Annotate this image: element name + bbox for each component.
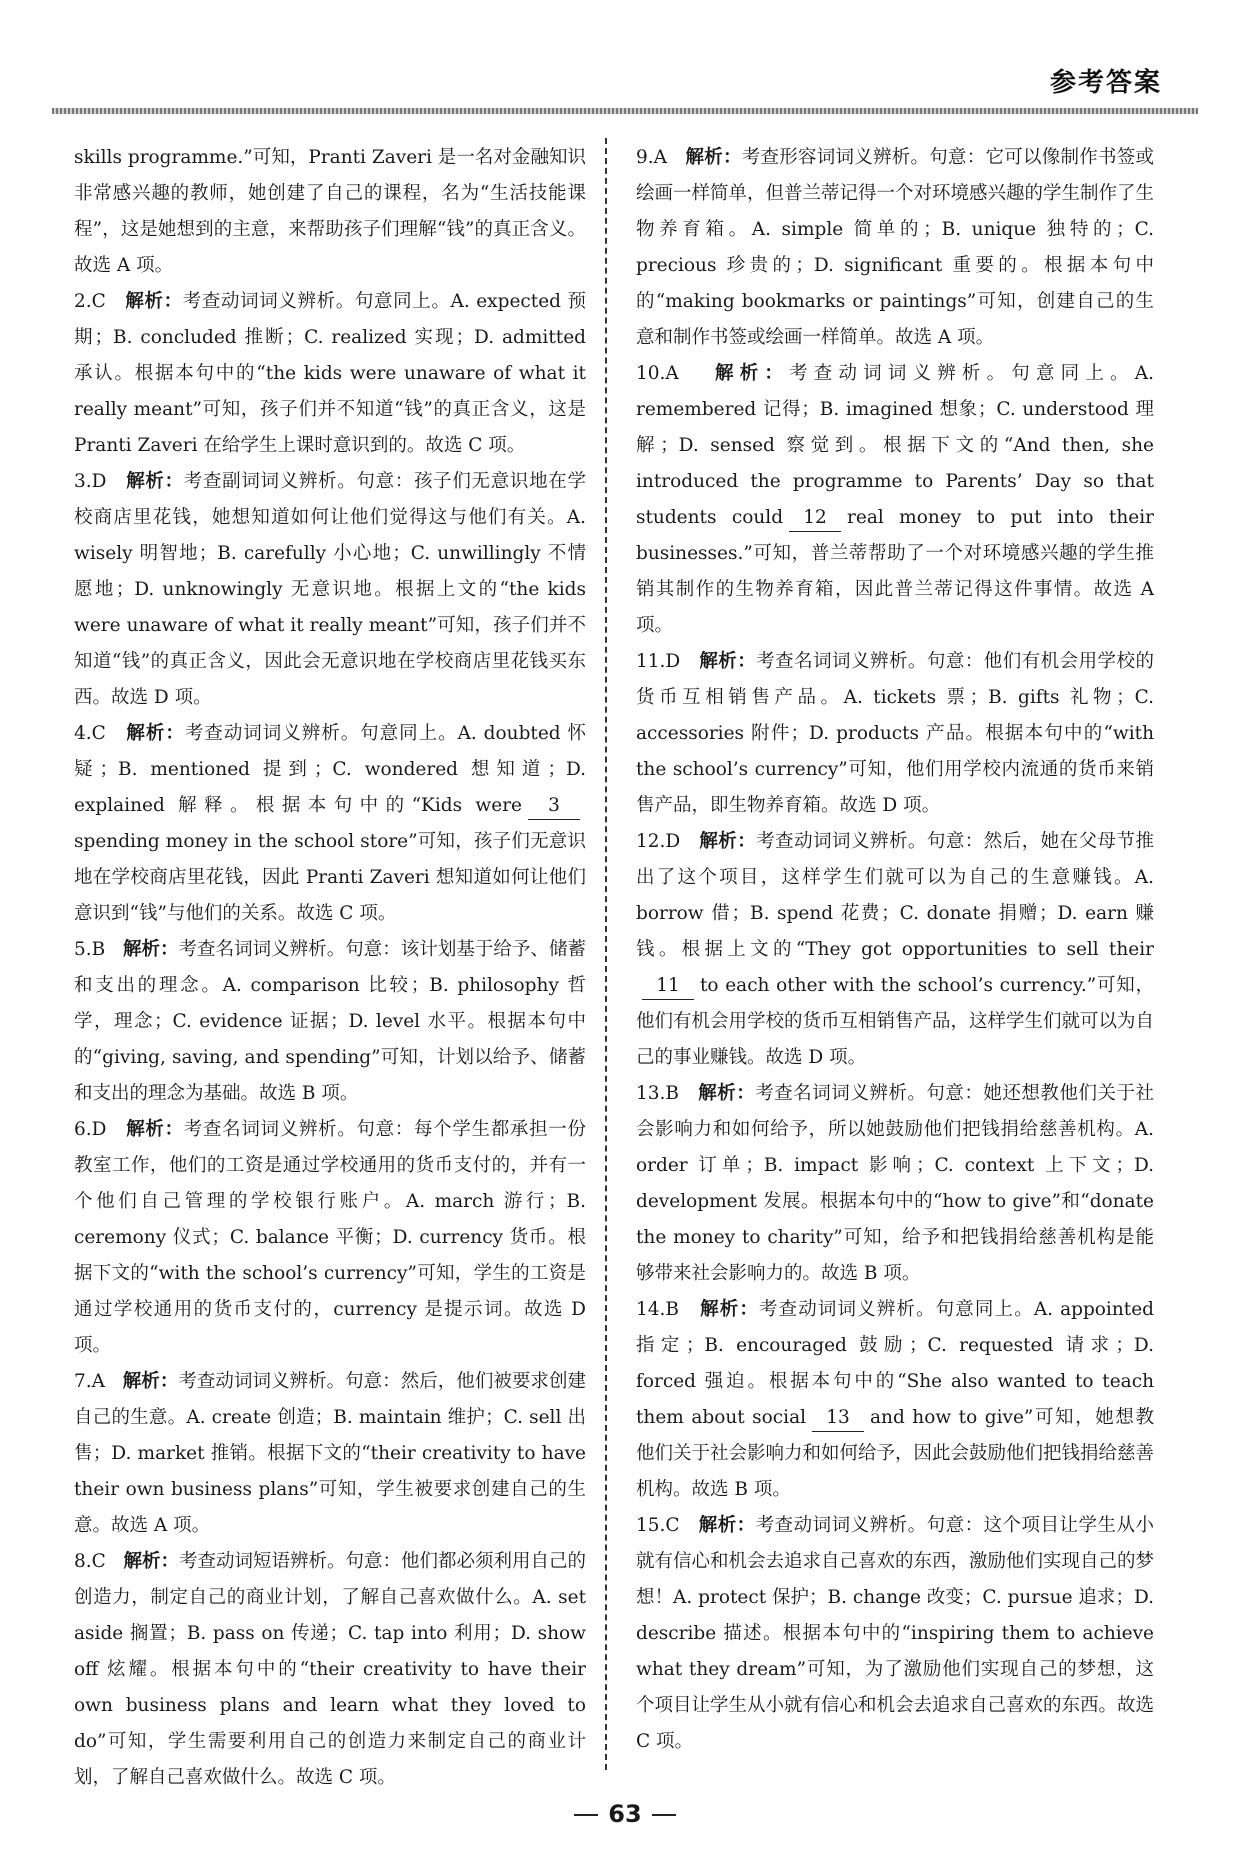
analysis-label: 解析： <box>699 651 757 672</box>
analysis-label: 解析： <box>123 1551 179 1572</box>
answer-item <box>74 1364 586 1544</box>
answer-item <box>74 1544 586 1796</box>
answer-item <box>74 1112 586 1364</box>
item-answer-letter: B <box>665 1083 680 1104</box>
analysis-label: 解析： <box>698 1083 756 1104</box>
answer-item <box>74 284 586 464</box>
analysis-label: 解析： <box>126 1119 184 1140</box>
explanation-text: 考查动词词义辨析。句意：这个项目让学生从小就有信心和机会去追求自己喜欢的东西，激励他们实现自己的梦想！A. protect 保护；B. change 改变；C. pursue 追求；D. describe 描述。根据本句中的“inspiring them to achieve what they dream”可知，为了激励他们实现自己的梦想，这个项目让学生从小就有信心和机会去追求自己喜欢的东西。故选 C 项。 <box>636 1515 1155 1752</box>
item-number: 12. <box>636 831 666 852</box>
page-number: 63 <box>608 1800 642 1828</box>
analysis-label: 解析： <box>122 939 179 960</box>
explanation-text: 考查动词词义辨析。句意同上。A. remembered 记得；B. imagined 想象；C. understood 理解；D. sensed 察觉到。根据下文的“And then, she introduced the programme to Parents’ Day so that students could <box>636 363 1154 528</box>
blank-number: 12 <box>789 505 841 532</box>
item-answer-letter: C <box>91 1551 106 1572</box>
header-rule <box>52 108 1198 114</box>
item-answer-letter: D <box>91 1119 107 1140</box>
item-number: 6. <box>74 1119 92 1140</box>
answer-item <box>636 1076 1154 1292</box>
right-answer-column <box>636 140 1154 1770</box>
item-number: 13. <box>636 1083 666 1104</box>
answer-item <box>636 1292 1154 1508</box>
footer-dash-right <box>652 1814 676 1816</box>
explanation-text: 考查名词词义辨析。句意：他们有机会用学校的货币互相销售产品。A. tickets 票；B. gifts 礼物；C. accessories 附件；D. products 产品。根据本句中的“with the school’s currency”可知，他们用学校内流通的货币来销售产品，即生物养育箱。故选 D 项。 <box>636 651 1154 816</box>
explanation-text: 考查名词词义辨析。句意：她还想教他们关于社会影响力和如何给予，所以她鼓励他们把钱捐给慈善机构。A. order 订单；B. impact 影响；C. context 上下文；D. development 发展。根据本句中的“how to give”和“donate the money to charity”可知，给予和把钱捐给慈善机构是能够带来社会影响力的。故选 B 项。 <box>636 1083 1154 1284</box>
item-answer-letter: D <box>91 471 107 492</box>
blank-number: 11 <box>642 973 694 1000</box>
item-number: 7. <box>74 1371 92 1392</box>
explanation-text: skills programme.”可知，Pranti Zaveri 是一名对金融知识非常感兴趣的教师，她创建了自己的课程，名为“生活技能课程”，这是她想到的主意，来帮助孩子们理解“钱”的真正含义。故选 A 项。 <box>74 147 586 276</box>
item-answer-letter: A <box>665 363 679 384</box>
analysis-label: 解析： <box>699 831 757 852</box>
answer-item <box>636 140 1154 356</box>
explanation-text: 考查动词短语辨析。句意：他们都必须利用自己的创造力，制定自己的商业计划，了解自己喜欢做什么。A. set aside 搁置；B. pass on 传递；C. tap into 利用；D. show off 炫耀。根据本句中的“their creativity to have their own business plans and learn what they loved to do”可知，学生需要利用自己的创造力来制定自己的商业计划，了解自己喜欢做什么。故选 C 项。 <box>74 1551 586 1788</box>
explanation-text: 考查动词词义辨析。句意同上。A. doubted 怀疑；B. mentioned 提到；C. wondered 想知道；D. explained 解释。根据本句中的“Kids were <box>74 723 586 816</box>
explanation-text: 考查副词词义辨析。句意：孩子们无意识地在学校商店里花钱，她想知道如何让他们觉得这与他们有关。A. wisely 明智地；B. carefully 小心地；C. unwillingly 不情愿地；D. unknowingly 无意识地。根据上文的“the kids were unaware of what it really meant”可知，孩子们并不知道“钱”的真正含义，因此会无意识地在学校商店里花钱买东西。故选 D 项。 <box>74 471 586 708</box>
answer-item <box>636 356 1154 644</box>
answer-item <box>74 932 586 1112</box>
answer-item <box>636 824 1154 1076</box>
item-answer-letter: B <box>665 1299 680 1320</box>
explanation-text: 考查动词词义辨析。句意同上。A. expected 预期；B. concluded 推断；C. realized 实现；D. admitted 承认。根据本句中的“the kids were unaware of what it really meant”可知，孩子们并不知道“钱”的真正含义，这是 Pranti Zaveri 在给学生上课时意识到的。故选 C 项。 <box>74 291 586 456</box>
left-answer-column <box>74 140 586 1788</box>
item-number: 9. <box>636 147 654 168</box>
item-answer-letter: A <box>653 147 668 168</box>
item-number: 14. <box>636 1299 666 1320</box>
analysis-label: 解析： <box>698 1515 756 1536</box>
item-number: 4. <box>74 723 92 744</box>
answer-item <box>636 1508 1154 1760</box>
item-answer-letter: C <box>665 1515 680 1536</box>
analysis-label: 解析： <box>685 147 742 168</box>
explanation-text: 考查名词词义辨析。句意：该计划基于给予、储蓄和支出的理念。A. comparison 比较；B. philosophy 哲学，理念；C. evidence 证据；D. level 水平。根据本句中的“giving, saving, and spending”可知，计划以给予、储蓄和支出的理念为基础。故选 B 项。 <box>74 939 586 1104</box>
item-number: 10. <box>636 363 666 384</box>
explanation-text: 考查动词词义辨析。句意：然后，她在父母节推出了这个项目，这样学生们就可以为自己的生意赚钱。A. borrow 借；B. spend 花费；C. donate 捐赠；D. earn 赚钱。根据上文的“They got opportunities to sell their <box>636 831 1154 960</box>
item-answer-letter: C <box>91 723 106 744</box>
explanation-text: spending money in the school store”可知，孩子们无意识地在学校商店里花钱，因此 Pranti Zaveri 想知道如何让他们意识到“钱”与他们的关系。故选 C 项。 <box>74 831 586 924</box>
analysis-label: 解析： <box>122 1371 179 1392</box>
answer-item <box>74 464 586 716</box>
item-answer-letter: D <box>665 831 681 852</box>
explanation-text: 考查动词词义辨析。句意：然后，他们被要求创建自己的生意。A. create 创造；B. maintain 维护；C. sell 出售；D. market 推销。根据下文的“their creativity to have their own business plans”可知，学生被要求创建自己的生意。故选 A 项。 <box>74 1371 586 1536</box>
explanation-text: 考查动词词义辨析。句意同上。A. appointed 指定；B. encouraged 鼓励；C. requested 请求；D. forced 强迫。根据本句中的“She also wanted to teach them about social <box>636 1299 1154 1428</box>
analysis-label: 解析： <box>715 363 790 384</box>
explanation-text: to each other with the school’s currency.”可知，他们有机会用学校的货币互相销售产品，这样学生们就可以为自己的事业赚钱。故选 D 项。 <box>636 975 1155 1068</box>
item-answer-letter: D <box>665 651 681 672</box>
explanation-text: 考查形容词词义辨析。句意：它可以像制作书签或绘画一样简单，但普兰蒂记得一个对环境感兴趣的学生制作了生物养育箱。A. simple 简单的；B. unique 独特的；C. precious 珍贵的；D. significant 重要的。根据本句中的“making bookmarks or paintings”可知，创建自己的生意和制作书签或绘画一样简单。故选 A 项。 <box>636 147 1155 348</box>
analysis-label: 解析： <box>126 723 185 744</box>
analysis-label: 解析： <box>700 1299 759 1320</box>
column-divider <box>605 138 607 1770</box>
item-answer-letter: B <box>91 939 106 960</box>
page-header-title: 参考答案 <box>1049 68 1162 98</box>
footer-dash-left <box>574 1814 598 1816</box>
item-number: 8. <box>74 1551 92 1572</box>
answer-item <box>74 140 586 284</box>
item-number: 11. <box>636 651 666 672</box>
item-number: 5. <box>74 939 92 960</box>
answer-item <box>636 644 1154 824</box>
item-answer-letter: A <box>91 1371 106 1392</box>
item-number: 3. <box>74 471 92 492</box>
item-number: 2. <box>74 291 92 312</box>
analysis-label: 解析： <box>126 471 184 492</box>
answer-item <box>74 716 586 932</box>
explanation-text: real money to put into their businesses.”可知，普兰蒂帮助了一个对环境感兴趣的学生推销其制作的生物养育箱，因此普兰蒂记得这件事情。故选 A 项。 <box>636 507 1154 636</box>
item-answer-letter: C <box>91 291 106 312</box>
blank-number: 3 <box>528 793 580 820</box>
page-number-footer <box>0 1800 1250 1828</box>
explanation-text: 考查名词词义辨析。句意：每个学生都承担一份教室工作，他们的工资是通过学校通用的货币支付的，并有一个他们自己管理的学校银行账户。A. march 游行；B. ceremony 仪式；C. balance 平衡；D. currency 货币。根据下文的“with the school’s currency”可知，学生的工资是通过学校通用的货币支付的，currency 是提示词。故选 D 项。 <box>74 1119 586 1356</box>
blank-number: 13 <box>812 1405 864 1432</box>
analysis-label: 解析： <box>125 291 183 312</box>
explanation-text: and how to give”可知，她想教他们关于社会影响力和如何给予，因此会鼓励他们把钱捐给慈善机构。故选 B 项。 <box>636 1407 1155 1500</box>
item-number: 15. <box>636 1515 666 1536</box>
